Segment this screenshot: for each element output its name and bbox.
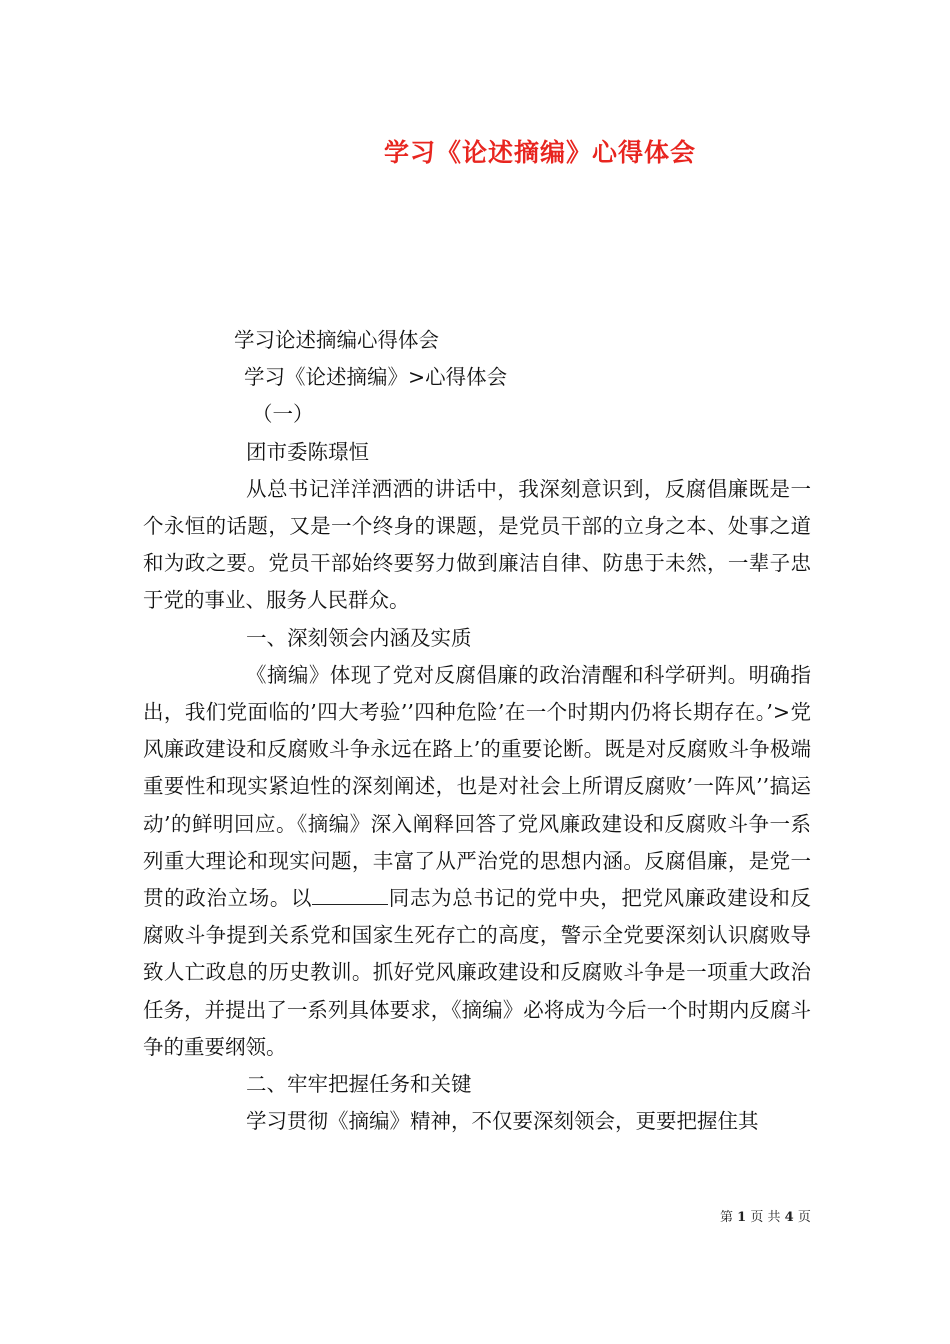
paragraph-1: 从总书记洋洋洒洒的讲话中，我深刻意识到，反腐倡廉既是一个永恒的话题，又是一个终身的课题，是党员干部的立身之本、处事之道和为政之要。党员干部始终要努力做到廉洁自律、防患于未然，一辈子忠于党的事业、服务人民群众。 [143, 476, 811, 613]
footer-middle: 页 共 [750, 1210, 781, 1225]
redacted-blank [312, 886, 388, 905]
paragraph-2-part-a: 《摘编》体现了党对反腐倡廉的政治清醒和科学研判。明确指出，我们党面临的’四大考验’’四种危险’在一个时期内仍将长期存在。’>党风廉政建设和反腐败斗争永远在路上’的重要论断。既是对反腐败斗争极端重要性和现实紧迫性的深刻阐述，也是对社会上所谓反腐败’一阵风’’搞运动’的鲜明回应。《摘编》深入阐释回答了党风廉政建设和反腐败斗争一系列重大理论和现实问题，丰富了从严治党的思想内涵。反腐倡廉，是党一贯的政治立场。以 [143, 662, 811, 911]
footer-current-page: 1 [737, 1210, 747, 1225]
document-title: 学习《论述摘编》心得体会 [383, 138, 696, 167]
heading-3: （一） [252, 402, 314, 427]
page-footer [720, 1206, 811, 1225]
heading-1: 学习论述摘编心得体会 [234, 328, 439, 352]
paragraph-3: 学习贯彻《摘编》精神，不仅要深刻领会，更要把握住其 [246, 1109, 759, 1134]
paragraph-2 [143, 657, 811, 1066]
heading-2: 学习《论述摘编》>心得体会 [244, 365, 508, 390]
author-line: 团市委陈璟恒 [246, 439, 369, 464]
footer-total-pages: 4 [784, 1210, 794, 1225]
document-body [143, 322, 811, 1140]
section-heading-2: 二、牢牢把握任务和关键 [246, 1072, 472, 1097]
section-heading-1: 一、深刻领会内涵及实质 [246, 625, 472, 650]
footer-prefix: 第 [720, 1210, 734, 1225]
footer-suffix: 页 [797, 1210, 811, 1225]
paragraph-2-part-b: 同志为总书记的党中央，把党风廉政建设和反腐败斗争提到关系党和国家生死存亡的高度，警示全党要深刻认识腐败导致人亡政息的历史教训。抓好党风廉政建设和反腐败斗争是一项重大政治任务，并提出了一系列具体要求，《摘编》必将成为今后一个时期内反腐斗争的重要纲领。 [143, 886, 812, 1059]
